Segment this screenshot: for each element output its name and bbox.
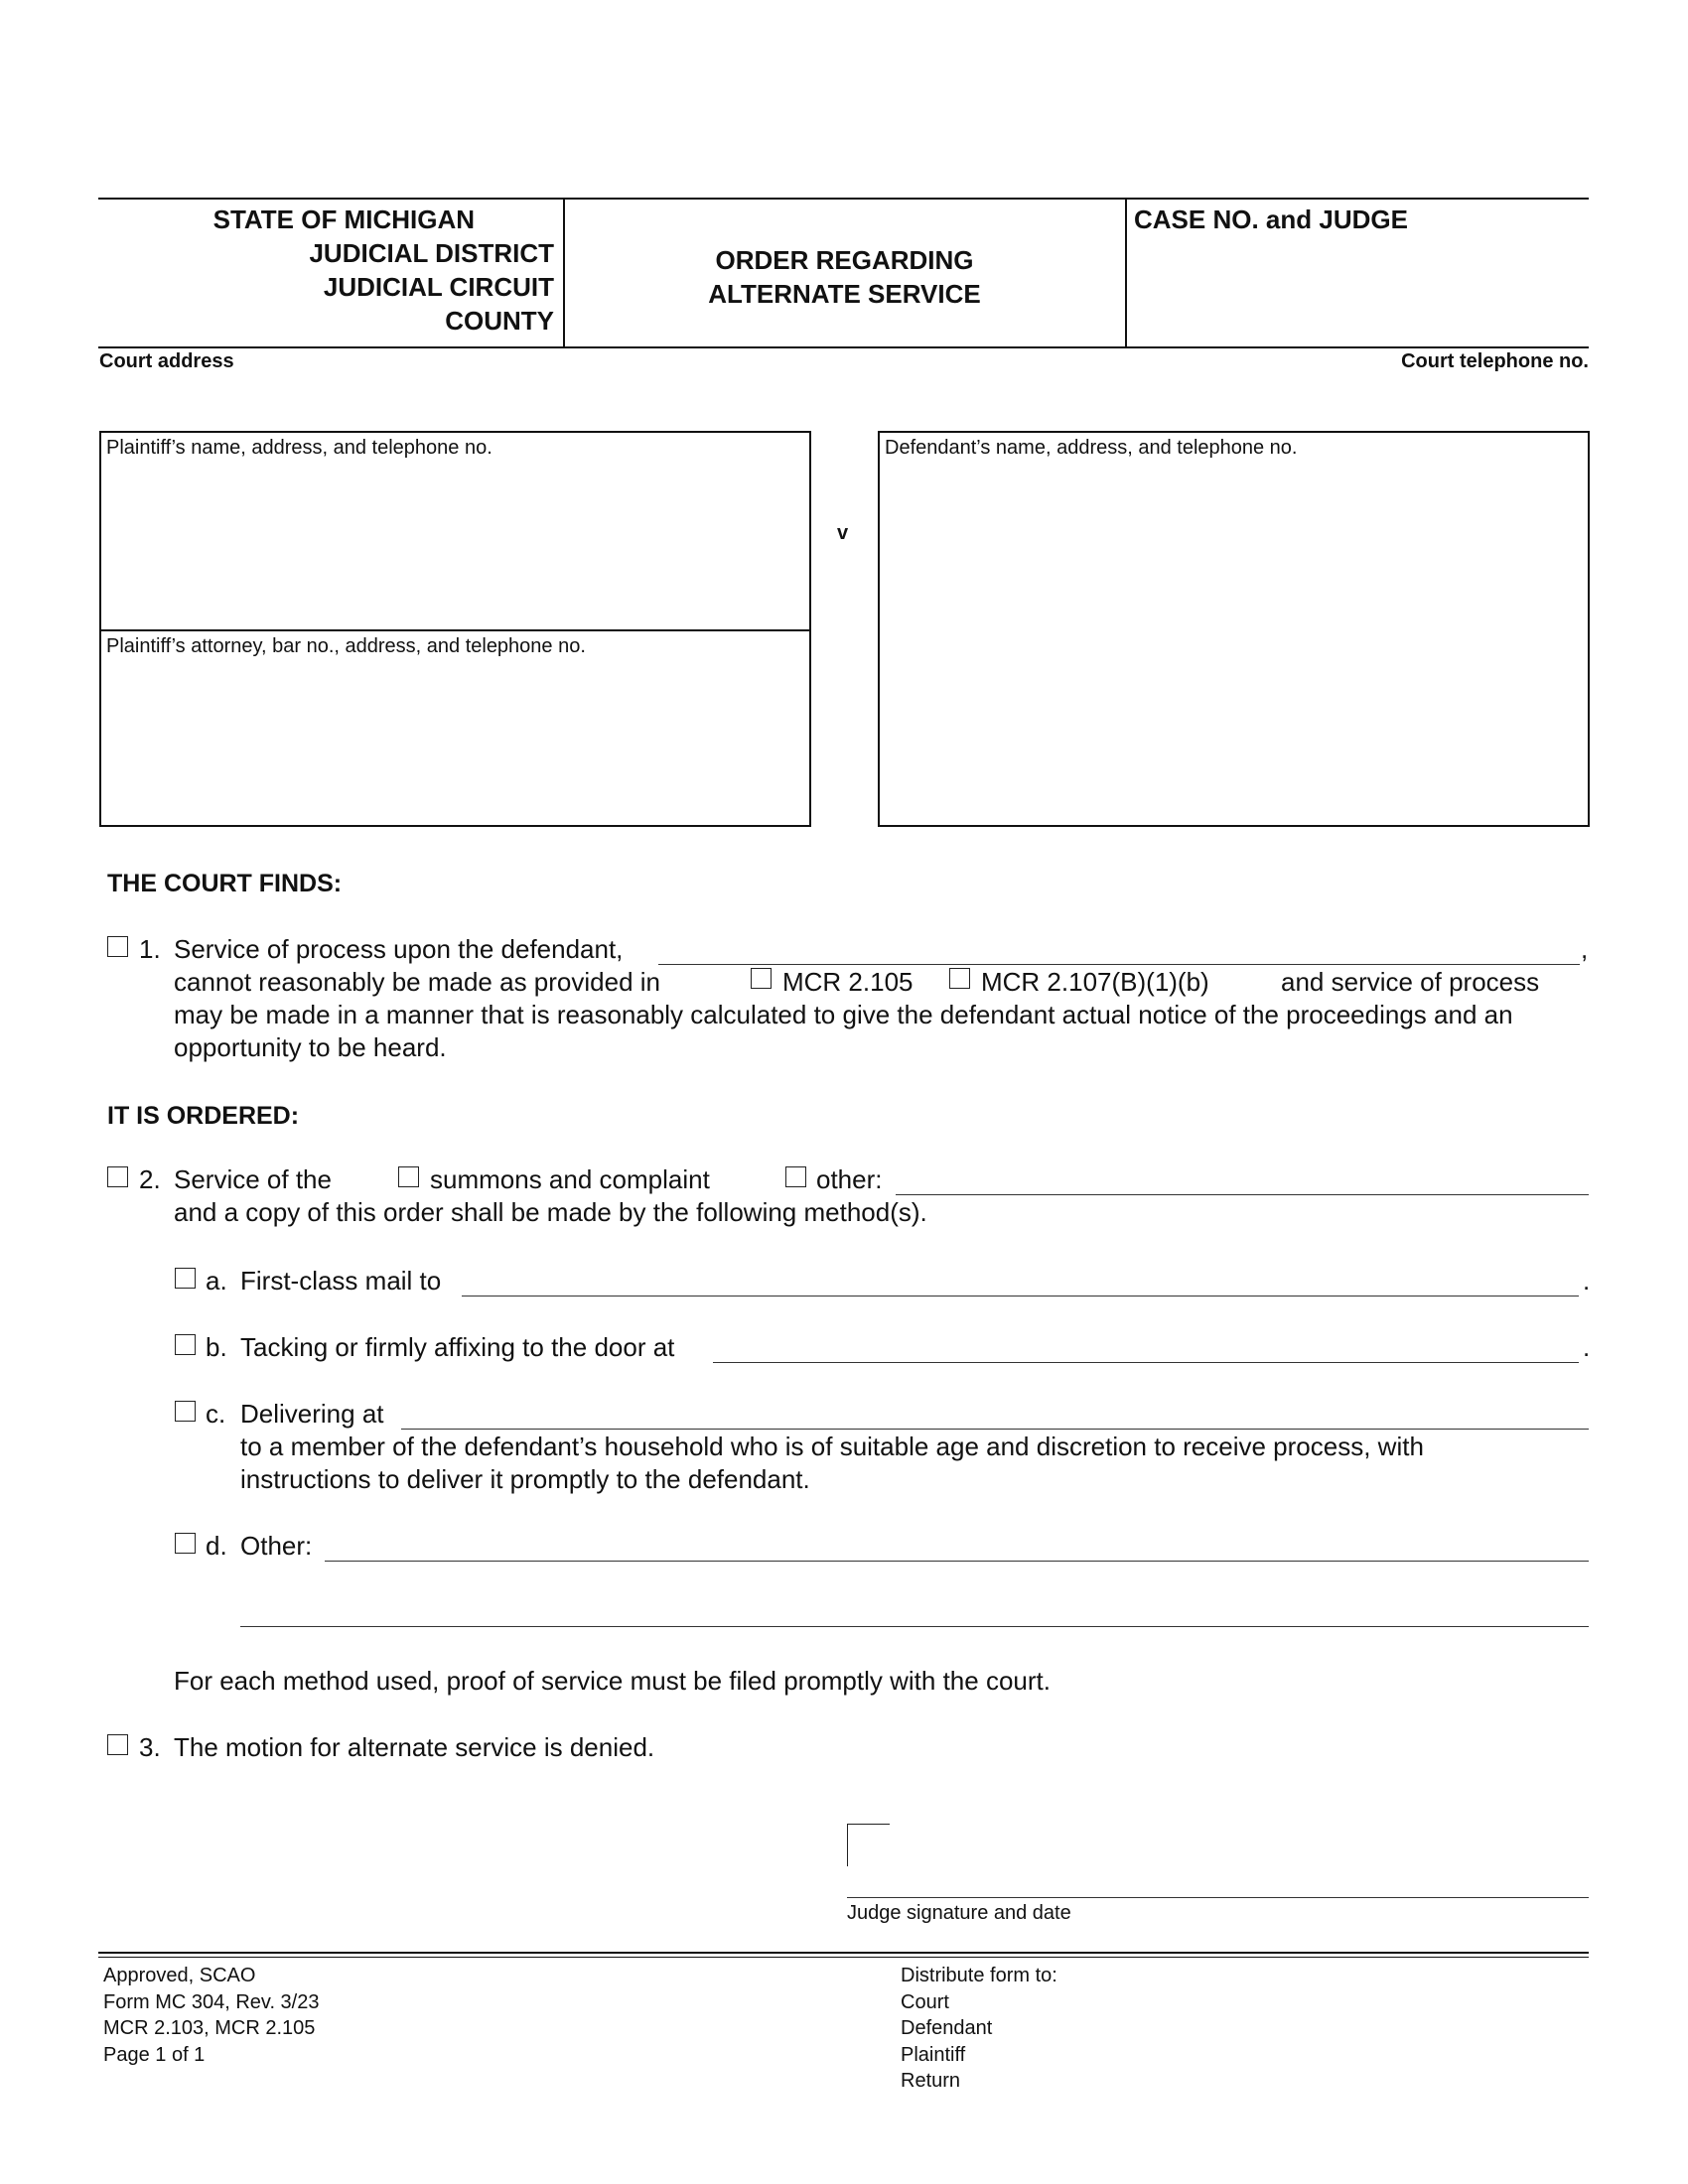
item1-number: 1.	[139, 934, 161, 964]
mcr-2105-label: MCR 2.105	[782, 967, 914, 997]
method-c-line3: instructions to deliver it promptly to the defendant.	[240, 1464, 810, 1494]
form-title-line2: ALTERNATE SERVICE	[708, 279, 981, 309]
footer-distribution	[901, 1963, 1057, 2095]
item1-line2: cannot reasonably be made as provided in	[174, 967, 660, 997]
other-method-input[interactable]	[325, 1532, 1589, 1562]
item3-number: 3.	[139, 1732, 161, 1762]
other-document-checkbox[interactable]	[785, 1166, 806, 1187]
footer-form-no: Form MC 304, Rev. 3/23	[103, 1990, 320, 2013]
defendant-name-input[interactable]	[658, 935, 1580, 965]
other-document-input[interactable]	[896, 1165, 1589, 1195]
case-no-label: CASE NO. and JUDGE	[1134, 205, 1408, 234]
header-bottom-rule	[98, 346, 1589, 348]
footer-rule-thin	[98, 1957, 1589, 1958]
distribute-label: Distribute form to:	[901, 1965, 1057, 1986]
header-top-rule	[98, 198, 1589, 200]
distribute-defendant: Defendant	[901, 2017, 993, 2039]
method-a-letter: a.	[206, 1266, 227, 1296]
other-document-label: other:	[816, 1164, 883, 1194]
defendant-label: Defendant’s name, address, and telephone no.	[885, 437, 1298, 459]
other-method-input-line2[interactable]	[240, 1597, 1589, 1627]
footer-left	[103, 1963, 319, 2068]
header-divider-right	[1125, 199, 1127, 347]
item3-checkbox[interactable]	[107, 1734, 128, 1755]
footer-rule-thick	[98, 1952, 1589, 1954]
court-telephone-label: Court telephone no.	[1401, 350, 1589, 372]
mcr-2105-checkbox[interactable]	[751, 968, 772, 989]
state-label: STATE OF MICHIGAN	[212, 205, 475, 234]
item1-line1: Service of process upon the defendant,	[174, 934, 624, 964]
seal-corner-mark	[847, 1824, 890, 1866]
method-c-line2: to a member of the defendant’s household who is of suitable age and discretion to receive process, with	[240, 1432, 1424, 1461]
proof-of-service-note: For each method used, proof of service must be filed promptly with the court.	[174, 1666, 1051, 1696]
footer-page: Page 1 of 1	[103, 2043, 206, 2066]
method-c-checkbox[interactable]	[175, 1401, 196, 1422]
court-name-block	[109, 203, 554, 338]
method-c-letter: c.	[206, 1399, 226, 1429]
door-address-input[interactable]	[713, 1333, 1579, 1363]
item2-line2: and a copy of this order shall be made by the following method(s).	[174, 1197, 927, 1227]
method-b-letter: b.	[206, 1332, 227, 1362]
defendant-input[interactable]	[886, 465, 1585, 821]
county-label: COUNTY	[445, 306, 554, 336]
item3-text: The motion for alternate service is denied.	[174, 1732, 655, 1762]
item1-checkbox[interactable]	[107, 936, 128, 957]
item2-number: 2.	[139, 1164, 161, 1194]
it-is-ordered-heading: IT IS ORDERED:	[107, 1102, 300, 1130]
delivery-address-input[interactable]	[401, 1400, 1589, 1430]
method-a-label: First-class mail to	[240, 1266, 442, 1296]
plaintiff-box-divider	[101, 629, 809, 631]
judicial-circuit-label: JUDICIAL CIRCUIT	[323, 272, 554, 302]
case-no-input[interactable]	[1137, 248, 1574, 278]
judge-signature-input[interactable]	[847, 1868, 1589, 1898]
item2-prefix: Service of the	[174, 1164, 332, 1194]
distribute-court: Court	[901, 1990, 949, 2013]
item2-checkbox[interactable]	[107, 1166, 128, 1187]
summons-complaint-label: summons and complaint	[430, 1164, 710, 1194]
mail-to-input[interactable]	[462, 1267, 1579, 1297]
judge-signature-label: Judge signature and date	[847, 1902, 1071, 1924]
form-title-line1: ORDER REGARDING	[715, 245, 974, 275]
versus-label: v	[837, 522, 849, 544]
plaintiff-label: Plaintiff’s name, address, and telephone no.	[106, 437, 492, 459]
method-a-period: .	[1583, 1266, 1591, 1296]
judicial-district-label: JUDICIAL DISTRICT	[309, 238, 554, 268]
defendant-box	[878, 431, 1590, 827]
distribute-plaintiff: Plaintiff	[901, 2043, 966, 2066]
plaintiff-attorney-box	[99, 431, 811, 827]
mcr-2107-label: MCR 2.107(B)(1)(b)	[981, 967, 1209, 997]
method-d-letter: d.	[206, 1531, 227, 1561]
method-c-label: Delivering at	[240, 1399, 384, 1429]
method-d-label: Other:	[240, 1531, 313, 1561]
item1-comma: ,	[1581, 934, 1589, 964]
form-title	[564, 243, 1125, 311]
method-d-checkbox[interactable]	[175, 1533, 196, 1554]
method-a-checkbox[interactable]	[175, 1268, 196, 1289]
footer-rules: MCR 2.103, MCR 2.105	[103, 2017, 316, 2039]
summons-complaint-checkbox[interactable]	[398, 1166, 419, 1187]
method-b-checkbox[interactable]	[175, 1334, 196, 1355]
plaintiff-input[interactable]	[107, 465, 806, 627]
method-b-period: .	[1583, 1332, 1591, 1362]
item1-line4: opportunity to be heard.	[174, 1032, 447, 1062]
mcr-2107-checkbox[interactable]	[949, 968, 970, 989]
item1-line2-end: and service of process	[1281, 967, 1540, 997]
footer-approved: Approved, SCAO	[103, 1965, 256, 1986]
court-address-label: Court address	[99, 350, 234, 372]
method-b-label: Tacking or firmly affixing to the door at	[240, 1332, 675, 1362]
court-finds-heading: THE COURT FINDS:	[107, 870, 343, 897]
attorney-label: Plaintiff’s attorney, bar no., address, and telephone no.	[106, 635, 586, 657]
distribute-return: Return	[901, 2070, 961, 2092]
attorney-input[interactable]	[107, 663, 806, 821]
item1-line3: may be made in a manner that is reasonably calculated to give the defendant actual notice of the proceedings and an	[174, 1000, 1513, 1029]
